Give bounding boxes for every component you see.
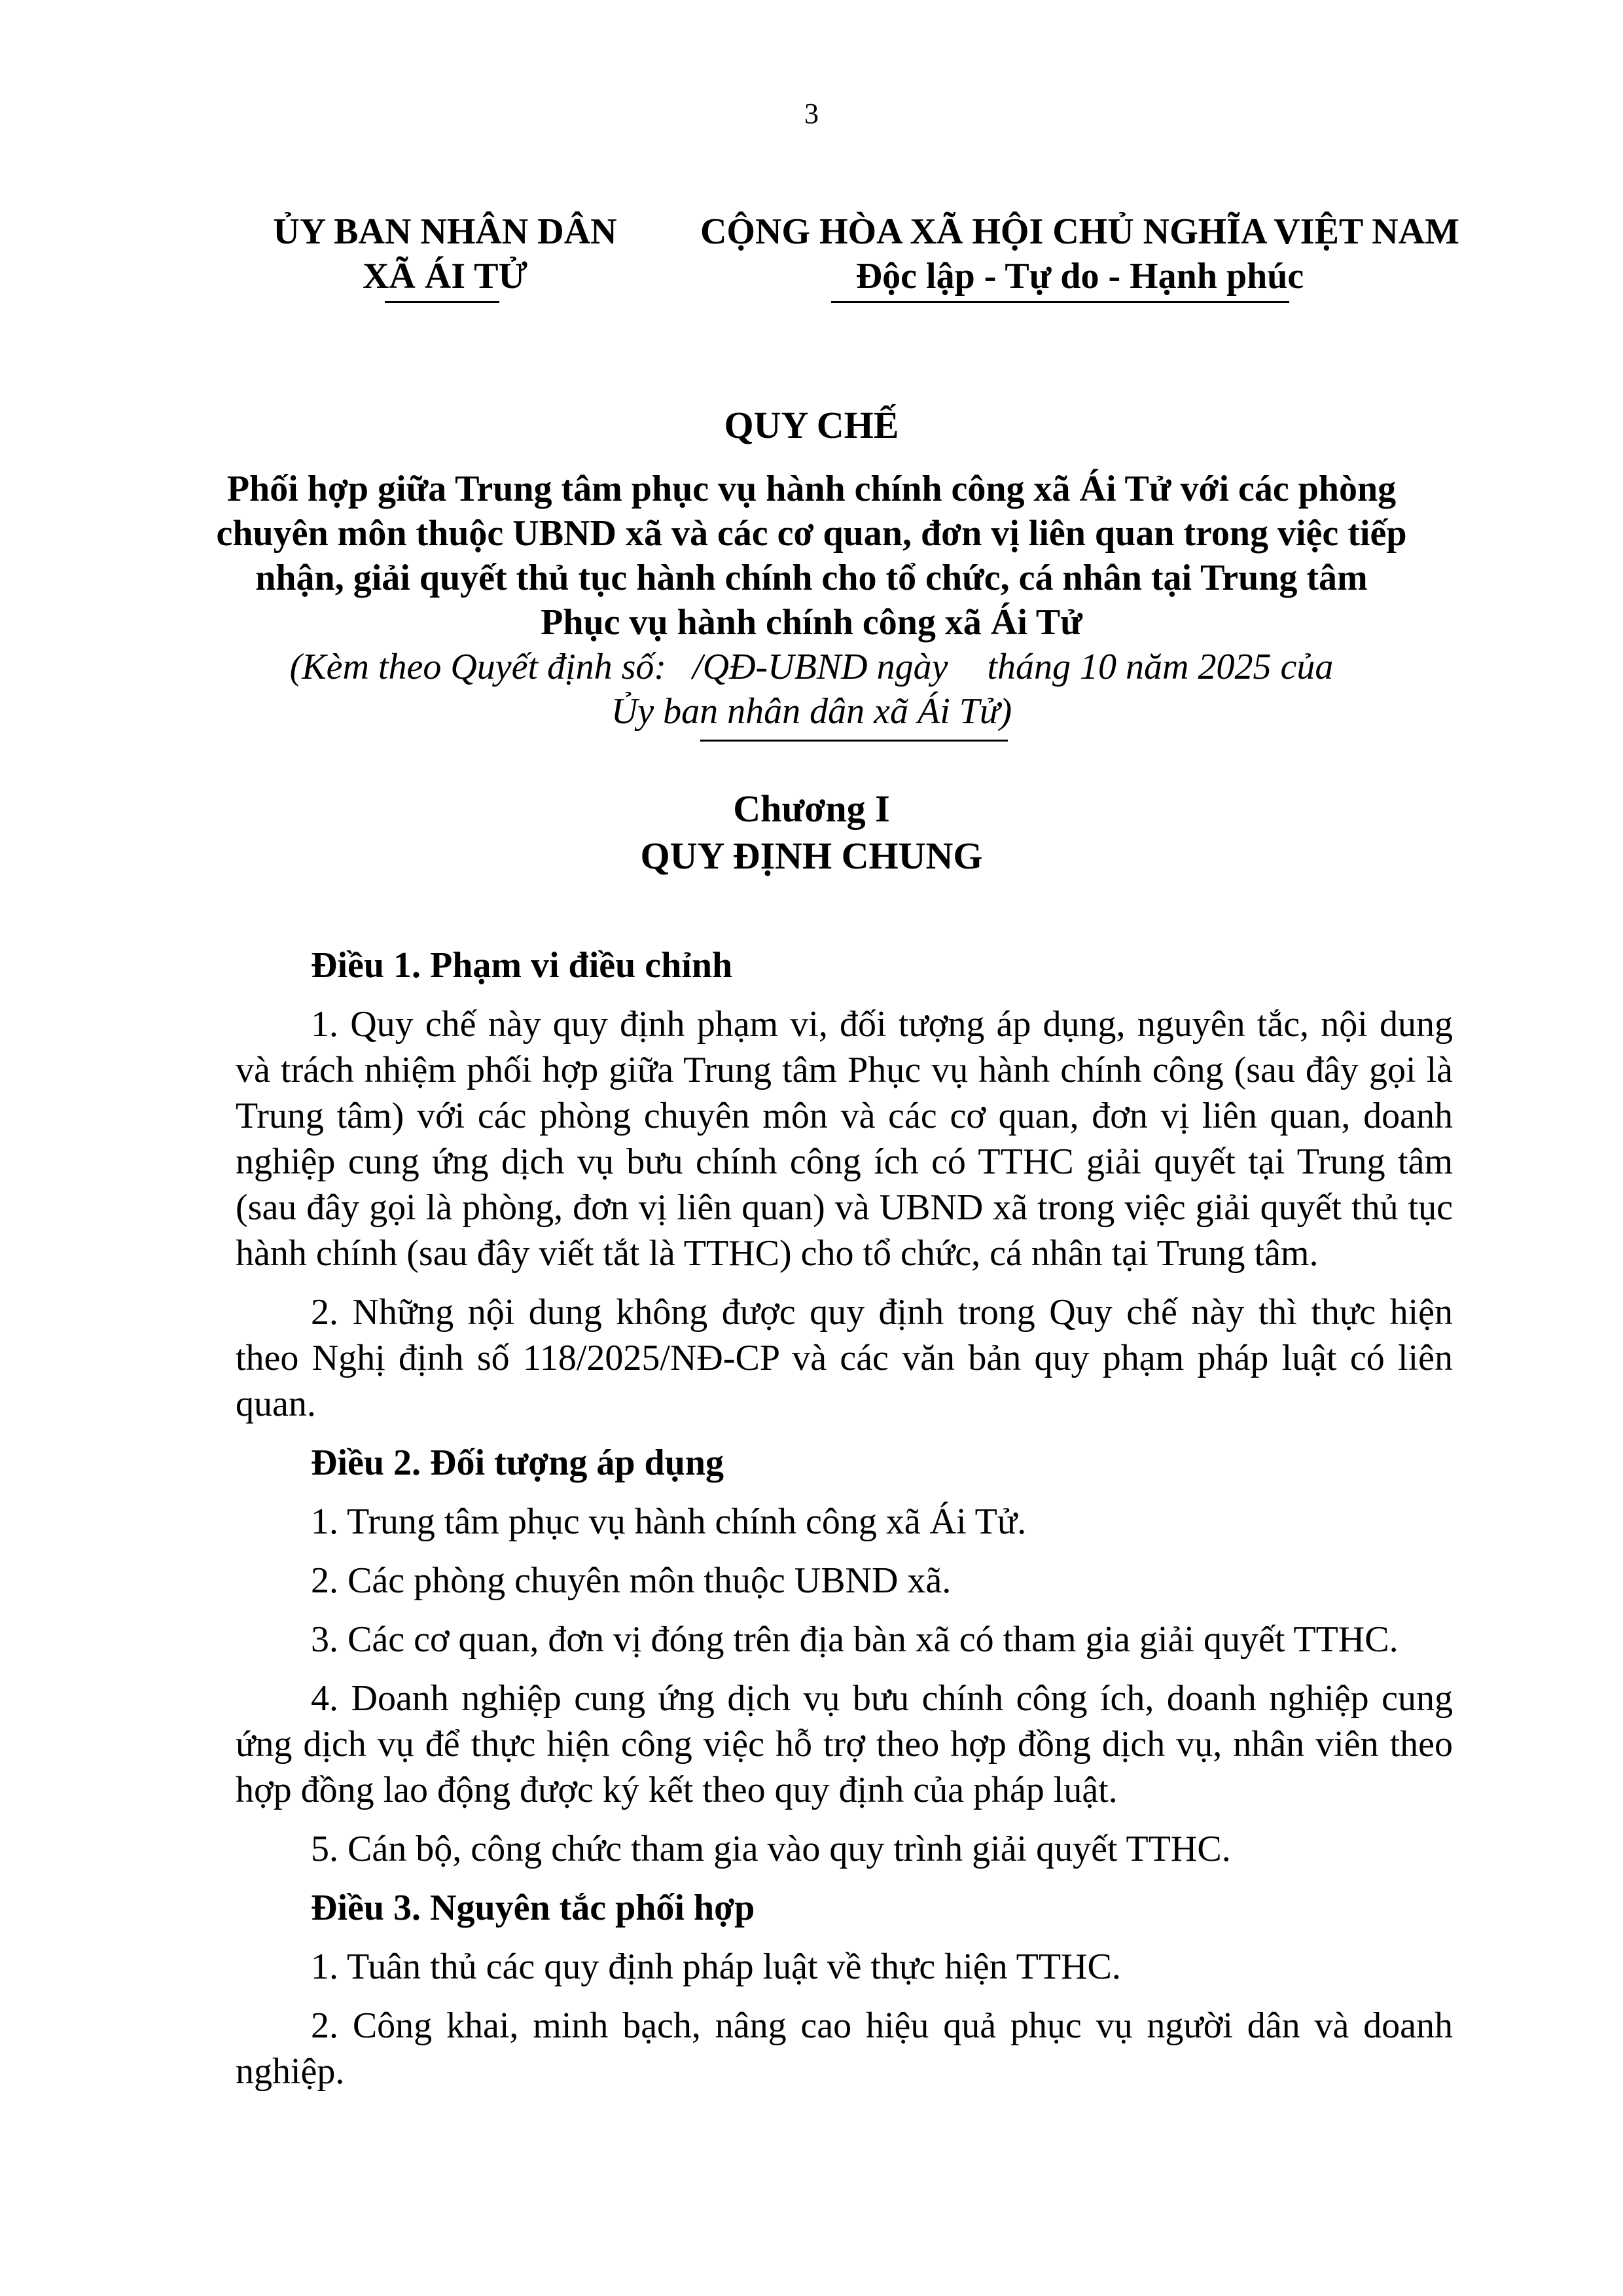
document-subtitle-line: Phối hợp giữa Trung tâm phục vụ hành chính công xã Ái Tử với các phòng: [226, 469, 1397, 509]
reference-underline: [700, 740, 1008, 742]
page-number: 3: [804, 98, 819, 130]
motto-underline: [831, 301, 1289, 303]
national-name: CỘNG HÒA XÃ HỘI CHỦ NGHĨA VIỆT NAM: [700, 211, 1460, 252]
document-subtitle-line: nhận, giải quyết thủ tục hành chính cho tổ chức, cá nhân tại Trung tâm: [255, 558, 1368, 598]
document-header: [0, 209, 1623, 340]
paragraph: 3. Các cơ quan, đơn vị đóng trên địa bàn xã có tham gia giải quyết TTHC.: [311, 1619, 1399, 1660]
document-subtitle-line: chuyên môn thuộc UBND xã và các cơ quan, đơn vị liên quan trong việc tiếp: [216, 513, 1407, 554]
document-title: QUY CHẾ: [724, 404, 899, 446]
reference-part3: tháng 10 năm 2025 của: [987, 647, 1334, 687]
national-motto: Độc lập - Tự do - Hạnh phúc: [855, 256, 1304, 296]
article-heading: Điều 2. Đối tượng áp dụng: [311, 1443, 724, 1483]
title-block: [131, 403, 1492, 734]
paragraph: 2. Những nội dung không được quy định trong Quy chế này thì thực hiện theo Nghị định số 118/2025/NĐ-CP và các văn bản quy phạm pháp luật có liên quan.: [236, 1292, 1453, 1424]
article-heading: Điều 1. Phạm vi điều chỉnh: [311, 945, 733, 986]
paragraph: 1. Tuân thủ các quy định pháp luật về thực hiện TTHC.: [311, 1946, 1121, 1987]
authority-underline: [385, 301, 499, 303]
paragraph: 4. Doanh nghiệp cung ứng dịch vụ bưu chính công ích, doanh nghiệp cung ứng dịch vụ để thực hiện công việc hỗ trợ theo hợp đồng dịch vụ, nhân viên theo hợp đồng lao động được ký kết theo quy định của pháp luật.: [236, 1678, 1453, 1810]
paragraph: 1. Trung tâm phục vụ hành chính công xã Ái Tử.: [311, 1501, 1027, 1542]
decision-reference: [131, 645, 1492, 689]
reference-part2: /QĐ-UBND ngày: [692, 647, 948, 687]
chapter-number: Chương I: [733, 787, 890, 830]
chapter-heading: [0, 785, 1623, 880]
reference-issuer: Ủy ban nhân dân xã Ái Tử): [611, 691, 1012, 732]
reference-part1: (Kèm theo Quyết định số:: [289, 647, 667, 687]
national-title: [668, 209, 1492, 298]
paragraph: 2. Các phòng chuyên môn thuộc UBND xã.: [311, 1560, 952, 1601]
article-heading: Điều 3. Nguyên tắc phối hợp: [311, 1888, 755, 1928]
authority-line2: XÃ ÁI TỬ: [362, 256, 528, 296]
paragraph: 1. Quy chế này quy định phạm vi, đối tượng áp dụng, nguyên tắc, nội dung và trách nhiệm phối hợp giữa Trung tâm Phục vụ hành chính công (sau đây gọi là Trung tâm) với các phòng chuyên môn và các cơ quan, đơn vị liên quan, doanh nghiệp cung ứng dịch vụ bưu chính công ích có TTHC giải quyết tại Trung tâm (sau đây gọi là phòng, đơn vị liên quan) và UBND xã trong việc giải quyết thủ tục hành chính (sau đây viết tắt là TTHC) cho tổ chức, cá nhân tại Trung tâm.: [236, 1004, 1453, 1274]
paragraph: 5. Cán bộ, công chức tham gia vào quy trình giải quyết TTHC.: [311, 1829, 1231, 1869]
document-body: [236, 942, 1453, 2108]
authority-line1: ỦY BAN NHÂN DÂN: [273, 211, 617, 252]
document-subtitle-line: Phục vụ hành chính công xã Ái Tử: [541, 602, 1082, 643]
paragraph: 2. Công khai, minh bạch, nâng cao hiệu quả phục vụ người dân và doanh nghiệp.: [236, 2005, 1453, 2092]
issuing-authority: [196, 209, 694, 298]
chapter-name: QUY ĐỊNH CHUNG: [640, 834, 983, 877]
